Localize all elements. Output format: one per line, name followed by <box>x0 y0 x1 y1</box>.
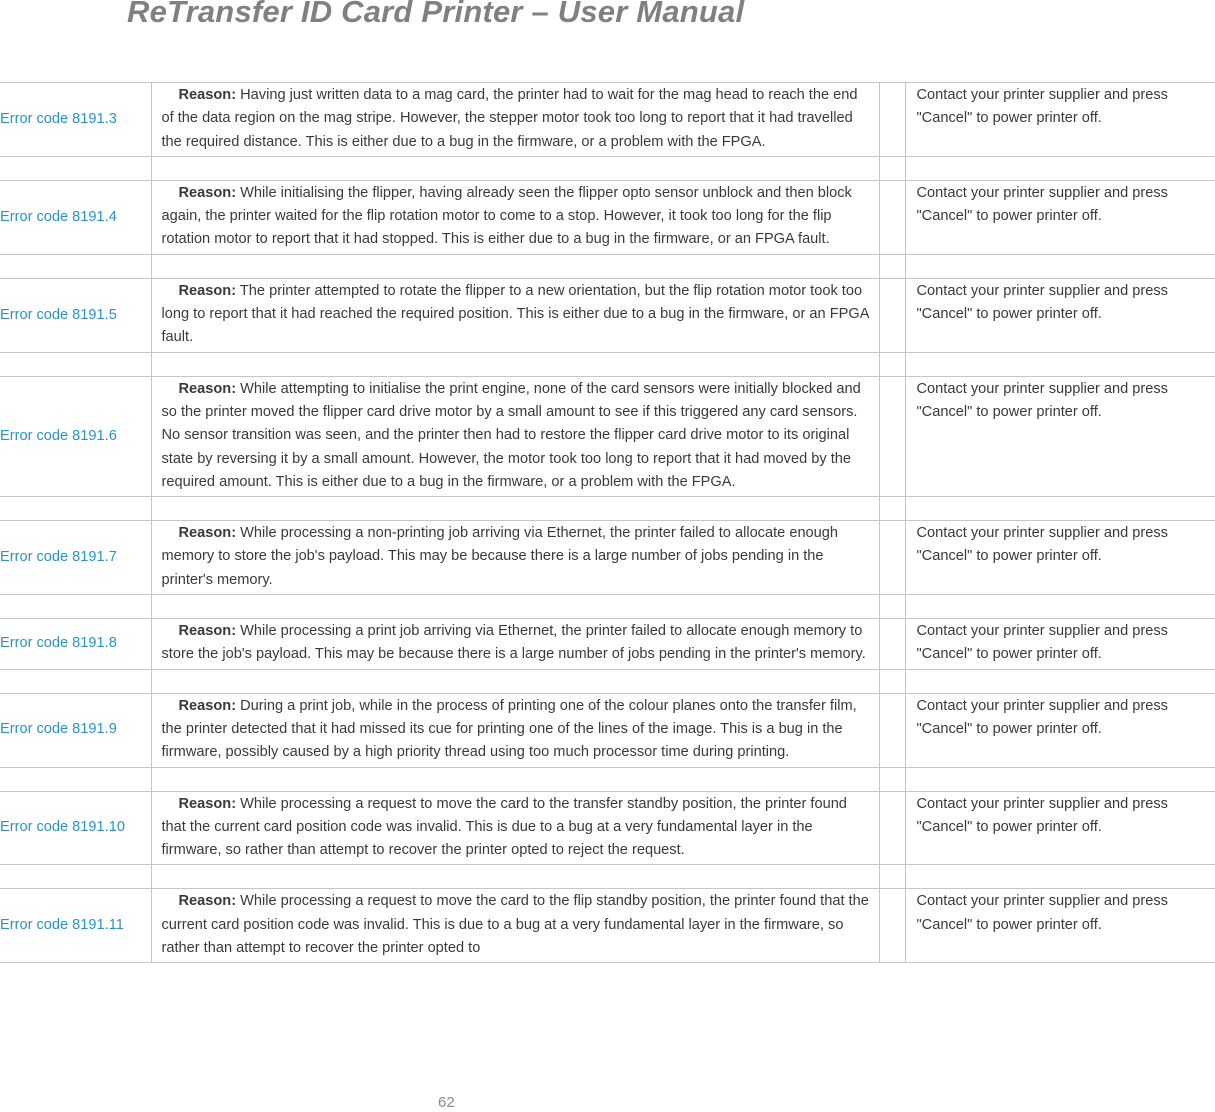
page-number: 62 <box>438 1094 455 1111</box>
reason-description: During a print job, while in the process of printing one of the colour planes onto the transfer film, the printer detected that it had missed its cue for printing one of the lines of the image. This is a bug in the firmware, possibly caused by a high priority thread using too much processor time during printing. <box>161 697 857 761</box>
error-code: Error code 8191.3 <box>0 83 151 157</box>
action-line: "Cancel" to power printer off. <box>916 548 1102 565</box>
empty-cell <box>879 521 905 595</box>
action-text <box>905 619 1215 670</box>
reason-description: Having just written data to a mag card, the printer had to wait for the mag head to reach the end of the data region on the mag stripe. However, the stepper motor took too long to report that it had travelled the required distance. This is either due to a bug in the firmware, or a problem with the FPGA. <box>161 87 858 150</box>
action-text <box>905 180 1215 254</box>
action-line: Contact your printer supplier and press <box>916 184 1168 201</box>
action-line: "Cancel" to power printer off. <box>916 403 1102 420</box>
action-text <box>905 376 1215 496</box>
spacer-row <box>0 669 1215 693</box>
action-text <box>905 693 1215 767</box>
reason-label: Reason: <box>178 697 237 714</box>
reason-text <box>151 376 879 496</box>
reason-label: Reason: <box>178 893 237 910</box>
action-text <box>905 83 1215 157</box>
table-row <box>0 376 1215 496</box>
action-line: "Cancel" to power printer off. <box>916 306 1102 323</box>
action-line: "Cancel" to power printer off. <box>916 208 1102 225</box>
reason-text <box>151 693 879 767</box>
reason-label: Reason: <box>178 87 237 103</box>
action-line: Contact your printer supplier and press <box>916 795 1168 812</box>
empty-cell <box>879 791 905 865</box>
reason-description: While processing a request to move the card to the transfer standby position, the printer found that the current card position code was invalid. This is due to a bug at a very fundamental layer in the firmware, so rather than attempt to recover the printer opted to reject the request. <box>161 795 847 859</box>
reason-label: Reason: <box>178 282 237 299</box>
empty-cell <box>879 889 905 963</box>
table-row <box>0 83 1215 157</box>
reason-label: Reason: <box>178 525 237 542</box>
action-text <box>905 278 1215 352</box>
action-line: Contact your printer supplier and press <box>916 282 1168 299</box>
action-line: Contact your printer supplier and press <box>916 380 1168 397</box>
empty-cell <box>879 278 905 352</box>
action-line: "Cancel" to power printer off. <box>916 916 1102 933</box>
error-code-table <box>0 82 1215 963</box>
empty-cell <box>879 180 905 254</box>
action-line: Contact your printer supplier and press <box>916 623 1168 640</box>
error-code: Error code 8191.11 <box>0 889 151 963</box>
spacer-row <box>0 352 1215 376</box>
error-code: Error code 8191.4 <box>0 180 151 254</box>
action-line: "Cancel" to power printer off. <box>916 720 1102 737</box>
reason-text <box>151 889 879 963</box>
table-row <box>0 278 1215 352</box>
error-code: Error code 8191.10 <box>0 791 151 865</box>
reason-label: Reason: <box>178 795 237 812</box>
table-row <box>0 521 1215 595</box>
table-row <box>0 889 1215 963</box>
action-text <box>905 791 1215 865</box>
error-code: Error code 8191.5 <box>0 278 151 352</box>
reason-description: The printer attempted to rotate the flipper to a new orientation, but the flip rotation motor took too long to report that it had reached the required position. This is either due to a bug in the firmware, or an FPGA fault. <box>161 282 869 346</box>
reason-text <box>151 180 879 254</box>
reason-description: While initialising the flipper, having already seen the flipper opto sensor unblock and then block again, the printer waited for the flip rotation motor to come to a stop. However, it took too long for the flip rotation motor to report that it had stopped. This is either due to a bug in the firmware, or an FPGA fault. <box>161 184 852 248</box>
spacer-row <box>0 865 1215 889</box>
reason-label: Reason: <box>178 184 237 201</box>
error-code: Error code 8191.8 <box>0 619 151 670</box>
action-line: "Cancel" to power printer off. <box>916 646 1102 663</box>
table-row <box>0 791 1215 865</box>
reason-text <box>151 521 879 595</box>
table-row <box>0 693 1215 767</box>
error-code: Error code 8191.9 <box>0 693 151 767</box>
empty-cell <box>879 83 905 157</box>
action-text <box>905 521 1215 595</box>
spacer-row <box>0 254 1215 278</box>
action-line: Contact your printer supplier and press <box>916 893 1168 910</box>
reason-text <box>151 83 879 157</box>
reason-text <box>151 791 879 865</box>
empty-cell <box>879 693 905 767</box>
error-code: Error code 8191.7 <box>0 521 151 595</box>
spacer-row <box>0 156 1215 180</box>
reason-label: Reason: <box>178 380 237 397</box>
reason-description: While processing a print job arriving via Ethernet, the printer failed to allocate enough memory to store the job's payload. This may be because there is a large number of jobs pending in the printer's memory. <box>161 623 866 663</box>
reason-label: Reason: <box>178 623 237 640</box>
reason-text <box>151 619 879 670</box>
error-code: Error code 8191.6 <box>0 376 151 496</box>
document-title: ReTransfer ID Card Printer – User Manual <box>127 0 745 29</box>
spacer-row <box>0 767 1215 791</box>
spacer-row <box>0 595 1215 619</box>
action-line: Contact your printer supplier and press <box>916 525 1168 542</box>
action-line: "Cancel" to power printer off. <box>916 110 1102 127</box>
action-line: Contact your printer supplier and press <box>916 697 1168 714</box>
reason-description: While processing a non-printing job arriving via Ethernet, the printer failed to allocate enough memory to store the job's payload. This may be because there is a large number of jobs pending in the printer's memory. <box>161 525 839 588</box>
action-line: Contact your printer supplier and press <box>916 87 1168 103</box>
action-text <box>905 889 1215 963</box>
reason-description: While processing a request to move the card to the flip standby position, the printer found that the current card position code was invalid. This is due to a bug at a very fundamental layer in the firmware, so rather than attempt to recover the printer opted to <box>161 893 869 957</box>
empty-cell <box>879 619 905 670</box>
table-row <box>0 180 1215 254</box>
spacer-row <box>0 497 1215 521</box>
action-line: "Cancel" to power printer off. <box>916 818 1102 835</box>
table-row <box>0 619 1215 670</box>
reason-text <box>151 278 879 352</box>
empty-cell <box>879 376 905 496</box>
reason-description: While attempting to initialise the print engine, none of the card sensors were initially blocked and so the printer moved the flipper card drive motor by a small amount to see if this triggered any card sensors. No sensor transition was seen, and the printer then had to restore the flipper card drive motor to its original state by reversing it by a small amount. However, the motor took too long to report that it had moved by the required amount. This is either due to a bug in the firmware, or a problem with the FPGA. <box>161 380 861 490</box>
